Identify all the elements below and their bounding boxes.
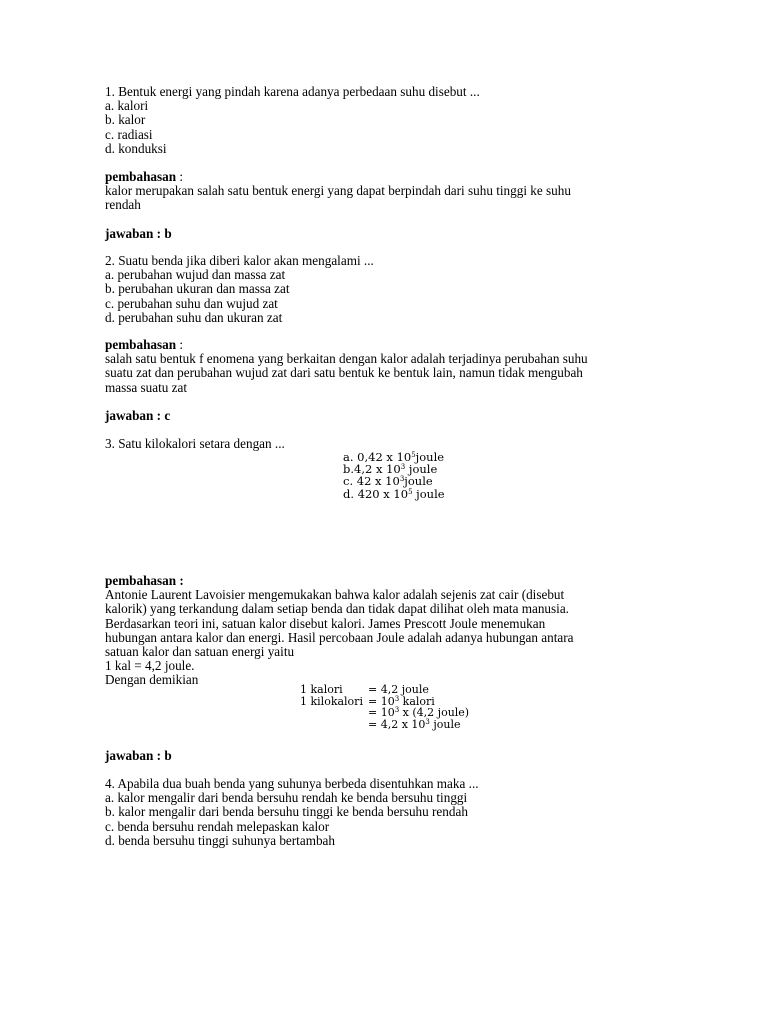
pembahasan-line: Antonie Laurent Lavoisier mengemukakan bahwa kalor adalah sejenis zat cair (disebut bbox=[105, 587, 565, 603]
question-1-jawaban bbox=[105, 227, 665, 241]
question-1-option-a: a. kalori bbox=[105, 98, 149, 114]
jawaban-text: jawaban : b bbox=[105, 748, 172, 763]
question-2 bbox=[105, 254, 665, 325]
question-1-option-d: d. konduksi bbox=[105, 140, 167, 156]
pembahasan-label: pembahasan bbox=[105, 169, 177, 184]
question-1-option-c: c. radiasi bbox=[105, 126, 153, 142]
pembahasan-line: hubungan antara kalor dan energi. Hasil percobaan Joule adalah adanya hubungan antara bbox=[105, 629, 574, 645]
question-3-option-a: a. 0,42 x $10^5joule$ bbox=[343, 450, 445, 464]
question-2-jawaban bbox=[105, 409, 665, 423]
equation-row: = $10^3$ x (4,2 joule) bbox=[368, 706, 470, 719]
question-2-text: 2. Suatu benda jika diberi kalor akan mengalami ... bbox=[105, 253, 374, 268]
question-1-text: 1. Bentuk energi yang pindah karena adanya perbedaan suhu disebut ... bbox=[105, 84, 480, 99]
question-2-option-d: d. perubahan suhu dan ukuran zat bbox=[105, 309, 283, 325]
question-1-pembahasan bbox=[105, 170, 665, 213]
pembahasan-label: pembahasan : bbox=[105, 573, 184, 588]
pembahasan-line: rendah bbox=[105, 197, 141, 213]
question-1 bbox=[105, 85, 665, 156]
question-2-option-c: c. perubahan suhu dan wujud zat bbox=[105, 295, 278, 311]
question-3-option-d: d. 420 x $10^5$ joule bbox=[343, 486, 445, 501]
pembahasan-line: satuan kalor dan satuan energi yaitu bbox=[105, 644, 295, 660]
question-4-text: 4. Apabila dua buah benda yang suhunya berbeda disentuhkan maka ... bbox=[105, 776, 479, 791]
pembahasan-line: Dengan demikian bbox=[105, 672, 199, 688]
pembahasan-line: Berdasarkan teori ini, satuan kalor disebut kalori. James Prescott Joule menemukan bbox=[105, 615, 546, 631]
question-3-option-c: c. 42 x $10^3joule$ bbox=[343, 474, 433, 489]
jawaban-text: jawaban : c bbox=[105, 408, 171, 423]
equation-row: 1 kalori = 4,2 joule bbox=[300, 683, 429, 696]
pembahasan-colon: : bbox=[176, 337, 184, 352]
pembahasan-line: kalor merupakan salah satu bentuk energi yang dapat berpindah dari suhu tinggi ke suhu bbox=[105, 183, 571, 199]
equation-row: = 4,2 x $10^3$ joule bbox=[368, 717, 461, 731]
question-4-option-b: b. kalor mengalir dari benda bersuhu tinggi ke benda bersuhu rendah bbox=[105, 804, 468, 820]
pembahasan-line: massa suatu zat bbox=[105, 379, 188, 395]
question-4-option-c: c. benda bersuhu rendah melepaskan kalor bbox=[105, 818, 330, 834]
question-4 bbox=[105, 777, 665, 848]
pembahasan-line: suatu zat dan perubahan wujud zat dari satu bentuk ke bentuk lain, namun tidak mengubah bbox=[105, 365, 583, 381]
equation-row: 1 kilokalori = $10^3$ kalori bbox=[300, 694, 435, 708]
question-2-option-b: b. perubahan ukuran dan massa zat bbox=[105, 281, 290, 297]
question-3-pembahasan bbox=[105, 574, 665, 688]
pembahasan-line: salah satu bentuk f enomena yang berkaitan dengan kalor adalah terjadinya perubahan suhu bbox=[105, 351, 588, 367]
question-3-equations bbox=[300, 684, 469, 730]
question-3-options bbox=[343, 451, 445, 500]
question-2-option-a: a. perubahan wujud dan massa zat bbox=[105, 267, 286, 283]
question-4-option-d: d. benda bersuhu tinggi suhunya bertambah bbox=[105, 832, 335, 848]
question-2-pembahasan bbox=[105, 338, 665, 395]
pembahasan-line: kalorik) yang terkandung dalam setiap benda dan tidak dapat dilihat oleh mata manusia. bbox=[105, 601, 569, 617]
question-4-option-a: a. kalor mengalir dari benda bersuhu rendah ke benda bersuhu tinggi bbox=[105, 790, 468, 806]
question-3-option-b: b.4,2 x $10^3$ joule bbox=[343, 462, 438, 477]
pembahasan-line: 1 kal = 4,2 joule. bbox=[105, 658, 195, 674]
jawaban-text: jawaban : b bbox=[105, 226, 172, 241]
pembahasan-colon: : bbox=[176, 169, 184, 184]
question-1-option-b: b. kalor bbox=[105, 112, 146, 128]
question-3-text: 3. Satu kilokalori setara dengan ... bbox=[105, 436, 285, 451]
pembahasan-label: pembahasan bbox=[105, 337, 177, 352]
question-3-jawaban bbox=[105, 749, 665, 763]
